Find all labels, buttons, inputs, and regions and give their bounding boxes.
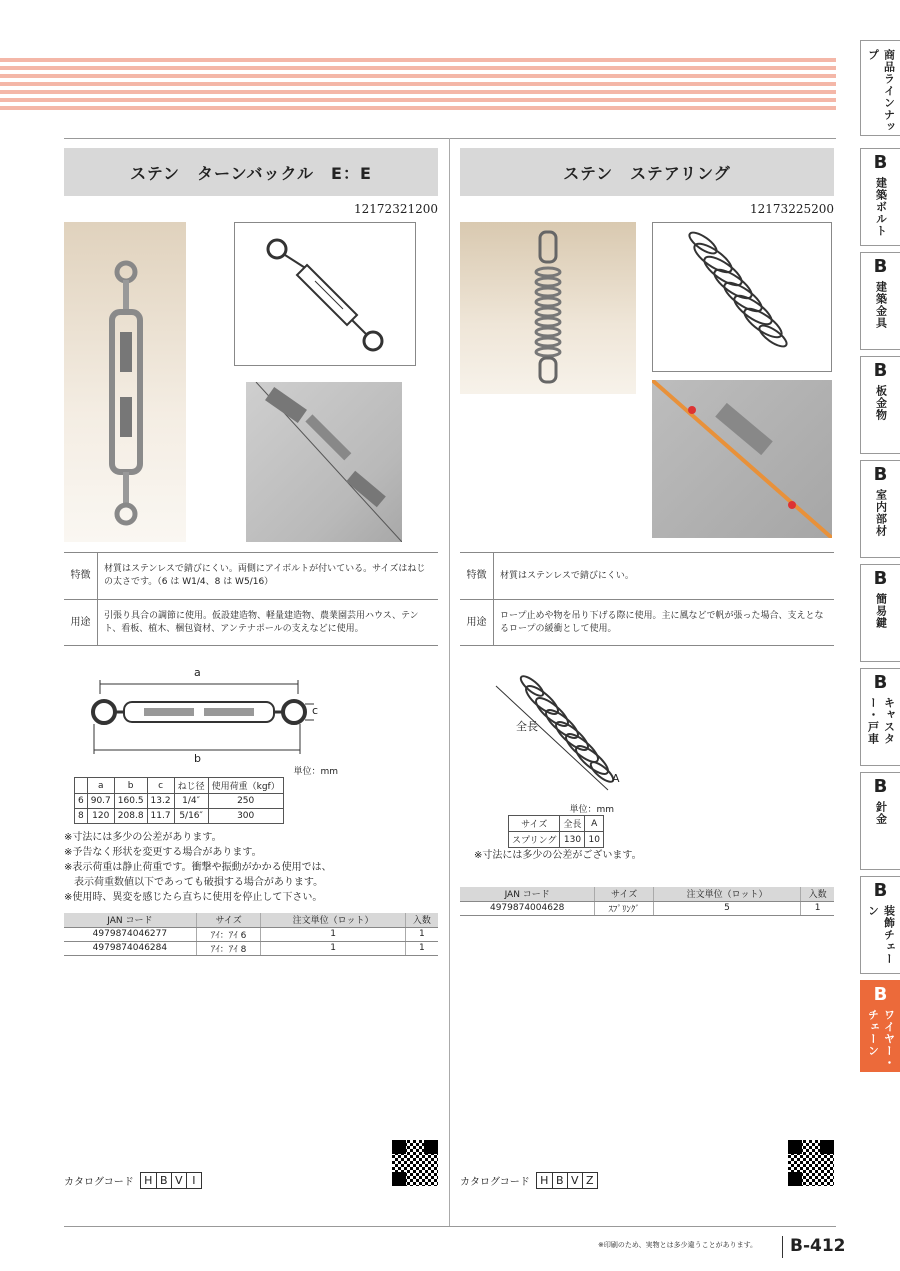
footer-separator <box>782 1236 783 1258</box>
column-header: c <box>147 778 174 794</box>
spec-cell: スプリング <box>509 832 560 848</box>
turnbuckle-diagram <box>64 666 438 764</box>
column-header: JAN コード <box>64 913 196 927</box>
length-label: 全長 <box>516 720 538 733</box>
sidebar-tab-letter: B <box>873 256 888 277</box>
spec-cell: 11.7 <box>147 809 174 824</box>
spec-table <box>508 815 604 848</box>
sidebar-tab-label: ワイヤー・チェーン <box>866 1009 896 1069</box>
product-turnbuckle <box>64 148 438 956</box>
catalog-label: カタログコード <box>64 1177 134 1188</box>
column-header: a <box>87 778 114 794</box>
column-divider <box>449 138 450 1226</box>
sidebar-tab-label: 建築ボルト <box>874 177 888 237</box>
column-header <box>75 778 88 794</box>
jan-cell: 1 <box>801 901 834 915</box>
spec-cell: 160.5 <box>114 794 147 809</box>
jan-row <box>64 927 438 941</box>
spec-cell: 250 <box>208 794 283 809</box>
catalog-code-char: B <box>156 1173 171 1188</box>
catalog-code-char: V <box>171 1173 186 1188</box>
column-header: 入数 <box>801 887 834 901</box>
qr-code-left[interactable] <box>392 1140 438 1186</box>
product-title: ステン ターンバックル E：E <box>64 148 438 196</box>
sidebar-tab[interactable] <box>860 356 900 454</box>
usage-text: 引張り具合の調節に使用。仮設建造物、軽量建造物、農業園芸用ハウス、テント、看板、植木、梱包資材、アンテナポールの支えなどに使用。 <box>104 610 419 634</box>
usage-label: 用途 <box>64 600 98 645</box>
spec-cell: 5/16″ <box>174 809 208 824</box>
spec-header-row <box>75 778 284 794</box>
jan-table <box>460 887 834 916</box>
catalog-code-char: B <box>552 1173 567 1188</box>
column-header: ねじ径 <box>174 778 208 794</box>
feature-label: 特徴 <box>460 553 494 599</box>
bottom-divider <box>64 1226 836 1227</box>
spec-cell: 1/4″ <box>174 794 208 809</box>
spring-photo <box>460 222 636 394</box>
notes <box>64 830 438 905</box>
sidebar-tab-label: 商品ラインナップ <box>866 49 896 133</box>
jan-cell: ｱｲ：ｱｲ 8 <box>196 941 261 955</box>
spec-cell: 208.8 <box>114 809 147 824</box>
sidebar-tab[interactable] <box>860 564 900 662</box>
jan-cell: 4979874046284 <box>64 941 196 955</box>
spec-cell: 300 <box>208 809 283 824</box>
sidebar-tab-letter: B <box>873 464 888 485</box>
sidebar-tab-letter: B <box>873 776 888 797</box>
qr-code-right[interactable] <box>788 1140 834 1186</box>
unit-label: 単位：mm <box>569 805 614 815</box>
spring-installed-photo <box>652 380 832 538</box>
sidebar-tab[interactable] <box>860 40 900 136</box>
spring-diagram <box>460 672 834 802</box>
unit-label: 単位：mm <box>293 767 338 777</box>
page-number: B-412 <box>790 1236 846 1256</box>
catalog-code-char: H <box>144 1174 153 1187</box>
jan-cell: ｱｲ：ｱｲ 6 <box>196 927 261 941</box>
sidebar-tab[interactable] <box>860 876 900 974</box>
notes <box>474 848 834 863</box>
catalog-code-char: H <box>540 1174 549 1187</box>
spec-cell: 130 <box>560 832 585 848</box>
catalog-code-boxes <box>140 1172 202 1189</box>
jan-row <box>460 901 834 915</box>
sidebar-tab[interactable] <box>860 668 900 766</box>
sidebar-tab-letter: B <box>873 568 888 589</box>
product-steering <box>460 148 834 916</box>
jan-cell: ｽﾌﾟﾘﾝｸﾞ <box>595 901 654 915</box>
turnbuckle-installed-photo <box>246 382 402 542</box>
note-line: ※寸法には多少の公差がございます。 <box>474 850 642 861</box>
jan-cell: 1 <box>405 941 438 955</box>
column-header: 入数 <box>405 913 438 927</box>
jan-cell: 1 <box>261 941 405 955</box>
sidebar-tab-label: 室内部材 <box>874 489 888 537</box>
column-header: 使用荷重（kgf） <box>208 778 283 794</box>
spring-illustration <box>652 222 832 372</box>
feature-text: 材質はステンレスで錆びにくい。両側にアイボルトが付いている。サイズはねじの太さです。（6 は W1/4、8 は W5/16） <box>104 564 426 587</box>
catalog-code-char: Z <box>582 1173 597 1188</box>
column-header: サイズ <box>509 816 560 832</box>
note-line: ※予告なく形状を変更する場合があります。 <box>64 847 262 858</box>
column-header: JAN コード <box>460 887 595 901</box>
dim-c-label: c <box>312 704 319 717</box>
column-header: 全長 <box>560 816 585 832</box>
catalog-label: カタログコード <box>460 1177 530 1188</box>
feature-label: 特徴 <box>64 553 98 599</box>
sidebar-tab[interactable] <box>860 772 900 870</box>
sidebar-tab-letter: B <box>873 984 888 1005</box>
column-header: サイズ <box>196 913 261 927</box>
jan-cell: 4979874004628 <box>460 901 595 915</box>
product-title: ステン ステアリング <box>460 148 834 196</box>
usage-row <box>64 600 438 646</box>
note-line: ※寸法には多少の公差があります。 <box>64 832 222 843</box>
note-line: ※表示荷重は静止荷重です。衝撃や振動がかかる使用では、 <box>64 862 332 873</box>
sidebar-tab[interactable] <box>860 980 900 1072</box>
sidebar-tab-label: キャスター・戸車 <box>866 697 896 745</box>
dim-b-label: b <box>194 752 201 765</box>
jan-cell: 4979874046277 <box>64 927 196 941</box>
spec-row <box>75 794 284 809</box>
sidebar-tab-letter: B <box>873 152 888 173</box>
spec-cell: 6 <box>75 794 88 809</box>
header-stripes <box>0 58 836 110</box>
dim-a-label: a <box>194 666 201 679</box>
catalog-code-char: V <box>567 1173 582 1188</box>
column-header: 注文単位（ロット） <box>653 887 800 901</box>
spec-table <box>74 777 284 824</box>
feature-text: 材質はステンレスで錆びにくい。 <box>500 570 634 581</box>
product-photos <box>64 222 438 552</box>
sidebar-tab-label: 建築金具 <box>874 281 888 329</box>
usage-label: 用途 <box>460 600 494 645</box>
column-header: b <box>114 778 147 794</box>
product-code: 12173225200 <box>750 202 834 216</box>
sidebar-tab[interactable] <box>860 460 900 558</box>
catalog-code-boxes <box>536 1172 598 1189</box>
catalog-code-left <box>64 1172 202 1189</box>
column-header: 注文単位（ロット） <box>261 913 405 927</box>
column-header: A <box>585 816 603 832</box>
sidebar-tab-letter: B <box>873 672 888 693</box>
usage-text: ロープ止めや物を吊り下げる際に使用。主に風などで帆が張った場合、支えとなるロープの緩衝として使用。 <box>500 610 824 634</box>
sidebar-tab-label: 簡易鍵 <box>874 593 888 629</box>
spec-cell: 8 <box>75 809 88 824</box>
note-line: ※使用時、異変を感じたら直ちに使用を停止して下さい。 <box>64 892 323 903</box>
sidebar-tab[interactable] <box>860 148 900 246</box>
catalog-code-char: I <box>186 1173 201 1188</box>
jan-header-row <box>64 913 438 927</box>
jan-cell: 5 <box>653 901 800 915</box>
jan-table <box>64 913 438 956</box>
top-divider <box>64 138 836 139</box>
feature-row <box>64 552 438 600</box>
jan-header-row <box>460 887 834 901</box>
product-code: 12172321200 <box>354 202 438 216</box>
footer-note: ※印刷のため、実物とは多少違うことがあります。 <box>598 1241 758 1249</box>
usage-row <box>460 600 834 646</box>
jan-cell: 1 <box>261 927 405 941</box>
product-photos <box>460 222 834 552</box>
feature-row <box>460 552 834 600</box>
spec-header-row <box>509 816 604 832</box>
turnbuckle-photo <box>64 222 186 542</box>
spec-row <box>509 832 604 848</box>
sidebar-tab-label: 装飾チェーン <box>866 905 896 965</box>
catalog-code-right <box>460 1172 598 1189</box>
spec-row <box>75 809 284 824</box>
sidebar-tab-letter: B <box>873 880 888 901</box>
jan-row <box>64 941 438 955</box>
sidebar-tab[interactable] <box>860 252 900 350</box>
sidebar-tab-label: 針金 <box>874 801 888 825</box>
sidebar-tab-letter: B <box>873 360 888 381</box>
sidebar-tab-label: 板金物 <box>874 385 888 421</box>
spec-cell: 120 <box>87 809 114 824</box>
column-header: サイズ <box>595 887 654 901</box>
turnbuckle-illustration <box>234 222 416 366</box>
spec-cell: 10 <box>585 832 603 848</box>
dim-a-label: A <box>612 772 620 785</box>
spec-cell: 13.2 <box>147 794 174 809</box>
jan-cell: 1 <box>405 927 438 941</box>
spec-cell: 90.7 <box>87 794 114 809</box>
note-line: 表示荷重数値以下であっても破損する場合があります。 <box>64 877 324 888</box>
